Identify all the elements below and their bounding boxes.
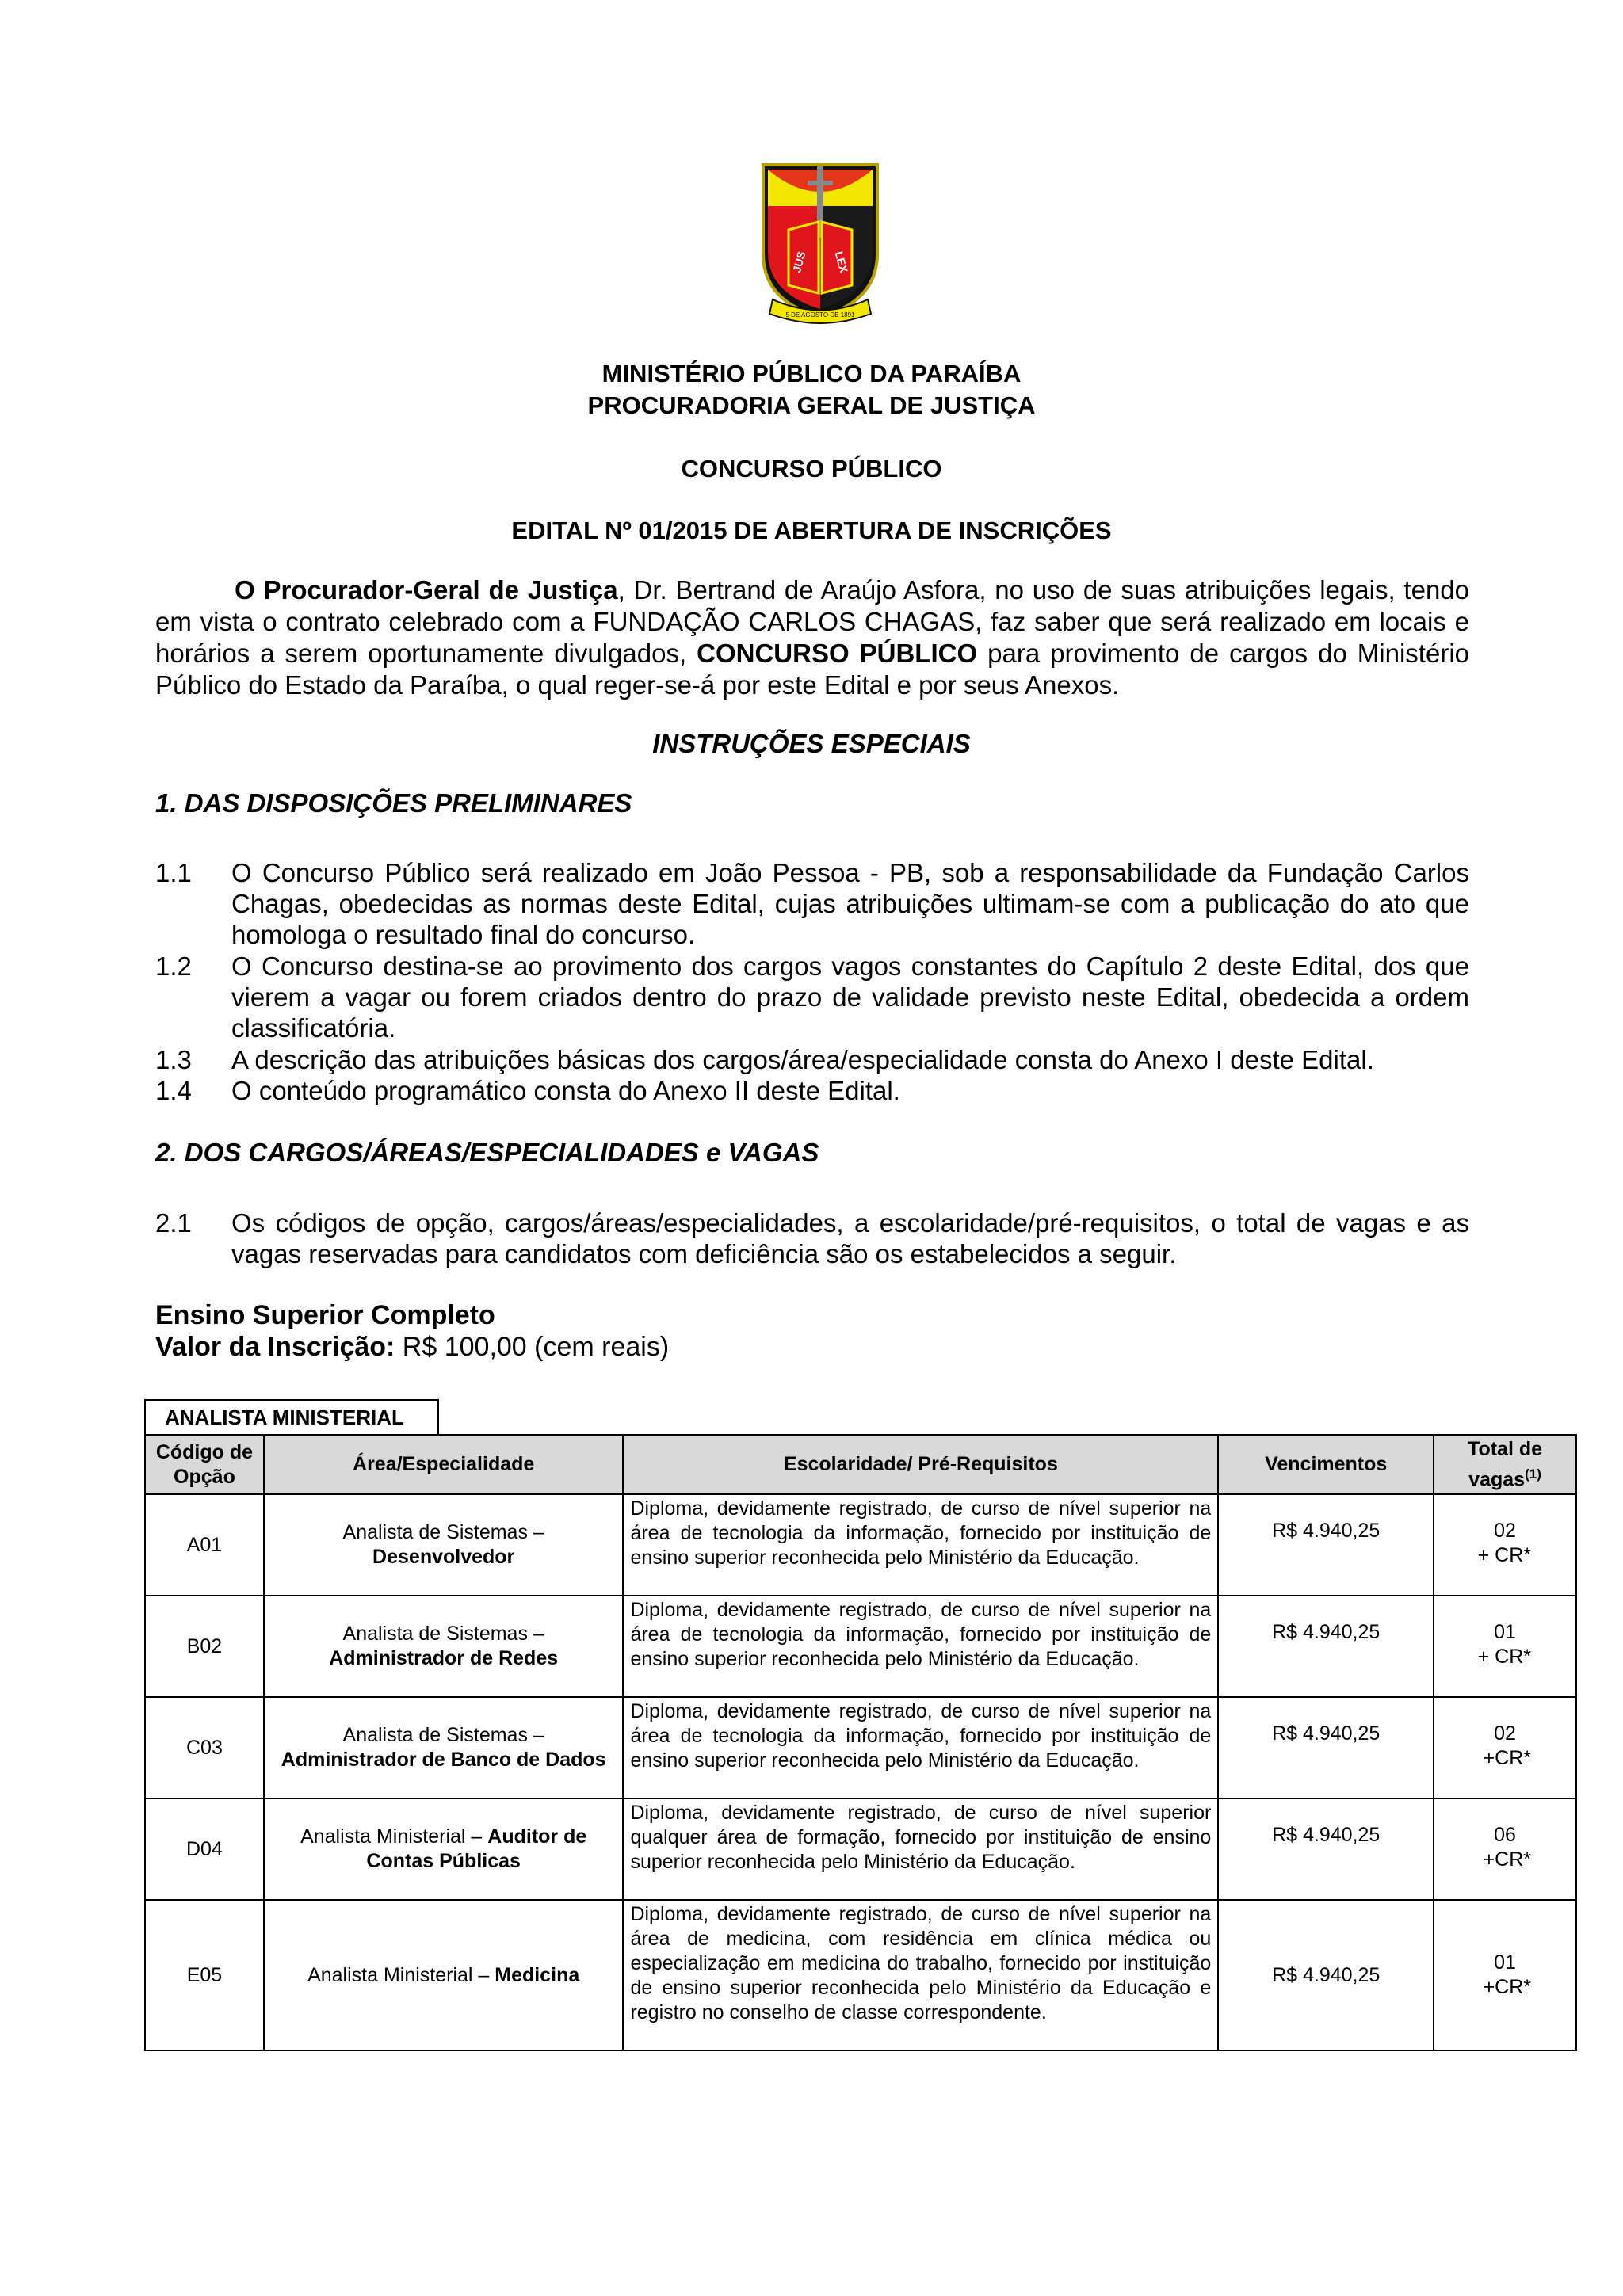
crest-logo	[757, 158, 884, 329]
header-edital: EDITAL Nº 01/2015 DE ABERTURA DE INSCRIÇÕES	[511, 517, 1112, 544]
table-header-row	[145, 1435, 1576, 1494]
total-cr: + CR*	[1477, 1646, 1531, 1669]
crest-book-left-text: JUS	[789, 250, 808, 274]
special-instructions-title: INSTRUÇÕES ESPECIAIS	[652, 729, 971, 758]
area-specialty: Medicina	[495, 1963, 580, 1986]
total-count: 01	[1494, 1951, 1516, 1974]
total-cr: +CR*	[1483, 1747, 1531, 1770]
list-item	[155, 1075, 1469, 1106]
cell-code: B02	[145, 1596, 264, 1697]
header-procuradoria: PROCURADORIA GERAL DE JUSTIÇA	[587, 391, 1036, 419]
cell-escolaridade: Diploma, devidamente registrado, de curso de nível superior qualquer área de formação, fornecido por instituição de ensino superior reconhecida pelo Ministério da Educação.	[623, 1798, 1218, 1900]
list-item	[155, 1207, 1469, 1269]
cell-area	[264, 1697, 624, 1798]
crest-ribbon-text: 5 DE AGOSTO DE 1891	[785, 311, 855, 318]
fee-label: Valor da Inscrição:	[155, 1332, 395, 1362]
header-total-label: Total de vagas	[1468, 1438, 1543, 1491]
intro-text-1: , Dr. Bertrand de Araújo Asfora, no uso de suas atribuições legais, tendo em vista o contrato celebrado com a FUNDAÇÃO CARLOS CHAGAS, faz saber que será realizado em locais e horários a serem oportunamente divulgados,	[155, 575, 1469, 668]
area-prefix: Analista de Sistemas –	[342, 1623, 544, 1646]
intro-text-2: para provimento de cargos do Ministério Público do Estado da Paraíba, o qual reger-se-á por este Edital e por seus Anexos.	[155, 639, 1470, 700]
list-item	[155, 857, 1469, 950]
area-specialty: Desenvolvedor	[372, 1546, 515, 1569]
header-vencimentos: Vencimentos	[1218, 1435, 1434, 1494]
area-specialty: Administrador de Banco de Dados	[281, 1749, 606, 1772]
cell-total	[1434, 1900, 1576, 2050]
header-escolaridade: Escolaridade/ Pré-Requisitos	[623, 1435, 1218, 1494]
cell-vencimentos: R$ 4.940,25	[1218, 1596, 1434, 1697]
cell-vencimentos: R$ 4.940,25	[1218, 1494, 1434, 1596]
cell-escolaridade: Diploma, devidamente registrado, de curso de nível superior na área de medicina, com residência em clínica médica ou especialização em medicina do trabalho, fornecido por instituição de ensino superior reconhecida pelo Ministério da Educação e registro no conselho de classe correspondente.	[623, 1900, 1218, 2050]
fee-value: R$ 100,00 (cem reais)	[395, 1332, 670, 1362]
fee-line	[155, 1331, 669, 1363]
cell-area	[264, 1798, 624, 1900]
total-cr: +CR*	[1483, 1976, 1531, 1999]
cell-total	[1434, 1596, 1576, 1697]
area-specialty: Administrador de Redes	[329, 1647, 559, 1670]
area-prefix: Analista Ministerial –	[300, 1825, 483, 1848]
item-number: 1.3	[155, 1045, 192, 1074]
item-text: O Concurso destina-se ao provimento dos cargos vagos constantes do Capítulo 2 deste Edital, dos que vierem a vagar ou forem criados dentro do prazo de validade previsto neste Edital, obedecida a ordem classificatória.	[231, 952, 1469, 1043]
list-item	[155, 1044, 1469, 1075]
intro-bold-concurso: CONCURSO PÚBLICO	[697, 639, 978, 668]
area-specialty: Auditor de Contas Públicas	[366, 1825, 587, 1873]
cell-vencimentos: R$ 4.940,25	[1218, 1798, 1434, 1900]
cell-code: E05	[145, 1900, 264, 2050]
total-count: 01	[1494, 1621, 1516, 1644]
table-row	[145, 1798, 1576, 1900]
header-total	[1434, 1435, 1576, 1494]
cell-area	[264, 1900, 624, 2050]
section-2-title: 2. DOS CARGOS/ÁREAS/ESPECIALIDADES e VAGAS	[155, 1138, 819, 1167]
total-count: 06	[1494, 1824, 1516, 1847]
total-count: 02	[1494, 1520, 1516, 1543]
cell-escolaridade: Diploma, devidamente registrado, de curso de nível superior na área de tecnologia da informação, fornecido por instituição de ensino superior reconhecida pelo Ministério da Educação.	[623, 1697, 1218, 1798]
table-row	[145, 1494, 1576, 1596]
vacancies-table	[144, 1434, 1577, 2051]
cell-total	[1434, 1697, 1576, 1798]
table-tab-label: ANALISTA MINISTERIAL	[144, 1399, 439, 1434]
header-contest: CONCURSO PÚBLICO	[681, 455, 942, 482]
item-text: O Concurso Público será realizado em João Pessoa - PB, sob a responsabilidade da Fundação Carlos Chagas, obedecidas as normas deste Edital, cujas atribuições ultimam-se com a publicação do ato que homologa o resultado final do concurso.	[231, 858, 1469, 949]
table-row	[145, 1697, 1576, 1798]
cell-total	[1434, 1798, 1576, 1900]
total-cr: + CR*	[1477, 1544, 1531, 1567]
cell-vencimentos: R$ 4.940,25	[1218, 1900, 1434, 2050]
item-number: 2.1	[155, 1208, 192, 1238]
intro-paragraph	[155, 574, 1469, 701]
item-number: 1.4	[155, 1076, 192, 1105]
cell-code: D04	[145, 1798, 264, 1900]
total-count: 02	[1494, 1722, 1516, 1745]
cell-code: A01	[145, 1494, 264, 1596]
cell-total	[1434, 1494, 1576, 1596]
cell-area	[264, 1494, 624, 1596]
level-title: Ensino Superior Completo	[155, 1300, 495, 1330]
total-cr: +CR*	[1483, 1848, 1531, 1871]
item-text: Os códigos de opção, cargos/áreas/especialidades, a escolaridade/pré-requisitos, o total de vagas e as vagas reservadas para candidatos com deficiência são os estabelecidos a seguir.	[231, 1208, 1469, 1268]
item-number: 1.1	[155, 858, 192, 887]
area-prefix: Analista de Sistemas –	[342, 1521, 544, 1544]
item-text: A descrição das atribuições básicas dos cargos/área/especialidade consta do Anexo I deste Edital.	[231, 1045, 1374, 1074]
crest-book-right-text: LEX	[832, 250, 851, 274]
table-row	[145, 1596, 1576, 1697]
area-prefix: Analista Ministerial –	[307, 1963, 490, 1986]
cell-vencimentos: R$ 4.940,25	[1218, 1697, 1434, 1798]
item-text: O conteúdo programático consta do Anexo II deste Edital.	[231, 1076, 900, 1105]
header-ministry: MINISTÉRIO PÚBLICO DA PARAÍBA	[601, 360, 1022, 387]
area-prefix: Analista de Sistemas –	[342, 1724, 544, 1747]
cell-code: C03	[145, 1697, 264, 1798]
cell-area	[264, 1596, 624, 1697]
table-row	[145, 1900, 1576, 2050]
item-number: 1.2	[155, 952, 192, 981]
header-area: Área/Especialidade	[264, 1435, 624, 1494]
section-1-title: 1. DAS DISPOSIÇÕES PRELIMINARES	[155, 788, 632, 818]
cell-escolaridade: Diploma, devidamente registrado, de curso de nível superior na área de tecnologia da informação, fornecido por instituição de ensino superior reconhecida pelo Ministério da Educação.	[623, 1596, 1218, 1697]
intro-bold-procurador: O Procurador-Geral de Justiça	[235, 575, 618, 605]
list-item	[155, 951, 1469, 1043]
header-code: Código de Opção	[145, 1435, 264, 1494]
header-total-footnote: (1)	[1525, 1466, 1541, 1482]
cell-escolaridade: Diploma, devidamente registrado, de curso de nível superior na área de tecnologia da informação, fornecido por instituição de ensino superior reconhecida pelo Ministério da Educação.	[623, 1494, 1218, 1596]
